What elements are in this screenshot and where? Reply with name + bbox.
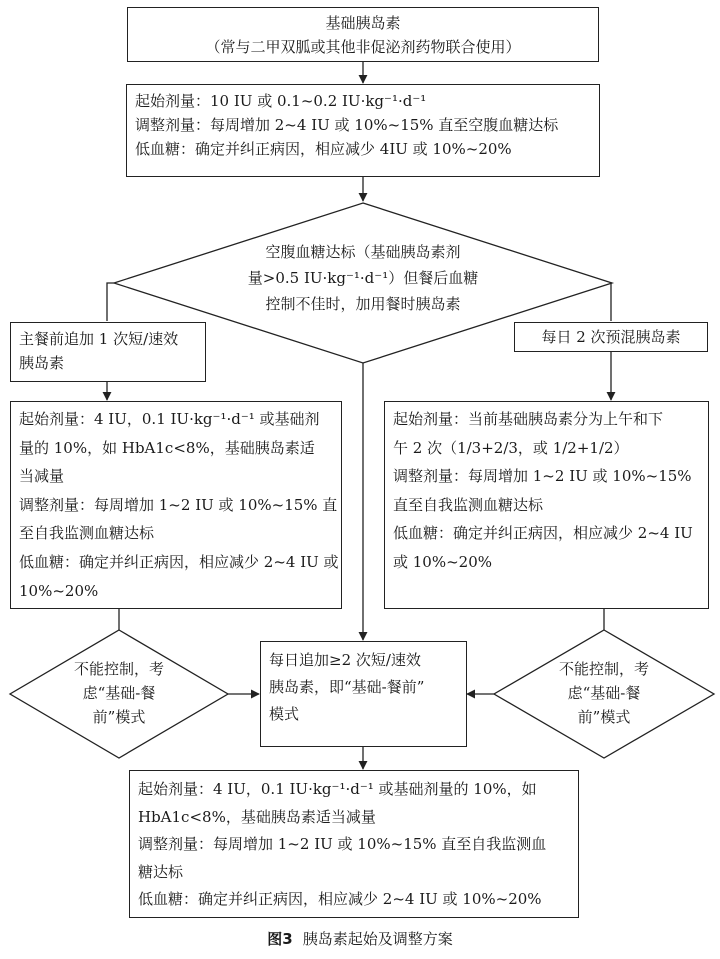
final-dosing-box bbox=[129, 770, 579, 918]
decision-fbg-line: 量>0.5 IU·kg⁻¹·d⁻¹）但餐后血糖 bbox=[247, 269, 479, 287]
decision-fbg-line: 空腹血糖达标（基础胰岛素剂 bbox=[265, 243, 461, 261]
figure-label: 图3 bbox=[267, 930, 293, 948]
figure-caption bbox=[0, 928, 720, 949]
right-option-box bbox=[514, 322, 708, 352]
basal-bolus-box bbox=[260, 641, 467, 747]
basal-insulin-box bbox=[127, 7, 599, 62]
basal-insulin-title: 基础胰岛素 bbox=[325, 14, 401, 32]
left-uncontrolled-line: 前”模式 bbox=[92, 708, 146, 726]
basal-dosing-line: 调整剂量：每周增加 2~4 IU 或 10%~15% 直至空腹血糖达标 bbox=[135, 116, 559, 134]
basal-bolus-line: 胰岛素，即“基础-餐前” bbox=[269, 678, 425, 696]
right-uncontrolled-line: 前”模式 bbox=[577, 708, 631, 726]
basal-bolus-line: 模式 bbox=[269, 705, 300, 723]
right-dosing-line: 或 10%~20% bbox=[393, 552, 493, 571]
figure-title: 胰岛素起始及调整方案 bbox=[302, 930, 453, 948]
left-dosing-line: 低血糖：确定并纠正病因，相应减少 2~4 IU 或 bbox=[19, 552, 339, 571]
right-uncontrolled-text bbox=[530, 657, 678, 729]
left-option-line: 胰岛素 bbox=[19, 354, 65, 372]
final-dosing-line: HbA1c<8%，基础胰岛素适当减量 bbox=[138, 807, 376, 826]
right-dosing-line: 起始剂量：当前基础胰岛素分为上午和下 bbox=[393, 410, 664, 428]
right-dosing-box bbox=[384, 401, 709, 609]
basal-dosing-box bbox=[126, 84, 600, 177]
final-dosing-line: 低血糖：确定并纠正病因，相应减少 2~4 IU 或 10%~20% bbox=[138, 890, 542, 908]
left-dosing-line: 起始剂量：4 IU，0.1 IU·kg⁻¹·d⁻¹ 或基础剂 bbox=[19, 410, 320, 428]
left-uncontrolled-text bbox=[45, 657, 193, 729]
left-dosing-line: 当减量 bbox=[19, 467, 65, 486]
left-uncontrolled-line: 不能控制，考 bbox=[73, 660, 164, 678]
final-dosing-line: 调整剂量：每周增加 1~2 IU 或 10%~15% 直至自我监测血 bbox=[138, 835, 547, 853]
right-dosing-line: 午 2 次（1/3+2/3，或 1/2+1/2） bbox=[393, 438, 629, 457]
final-dosing-line: 糖达标 bbox=[138, 862, 184, 881]
left-option-line: 主餐前追加 1 次短/速效 bbox=[19, 330, 179, 348]
decision-fbg-text bbox=[203, 239, 523, 317]
decision-fbg-line: 控制不佳时，加用餐时胰岛素 bbox=[265, 295, 461, 313]
left-uncontrolled-line: 虑“基础-餐 bbox=[82, 684, 156, 702]
basal-dosing-line: 起始剂量：10 IU 或 0.1~0.2 IU·kg⁻¹·d⁻¹ bbox=[135, 92, 427, 110]
left-dosing-line: 至自我监测血糖达标 bbox=[19, 524, 155, 543]
final-dosing-line: 起始剂量：4 IU，0.1 IU·kg⁻¹·d⁻¹ 或基础剂量的 10%，如 bbox=[138, 780, 537, 798]
right-dosing-line: 低血糖：确定并纠正病因，相应减少 2~4 IU bbox=[393, 524, 693, 543]
basal-insulin-subtitle: （常与二甲双胍或其他非促泌剂药物联合使用） bbox=[205, 38, 521, 56]
left-dosing-box bbox=[10, 401, 342, 609]
basal-dosing-line: 低血糖：确定并纠正病因，相应减少 4IU 或 10%~20% bbox=[135, 140, 512, 158]
right-dosing-line: 直至自我监测血糖达标 bbox=[393, 495, 544, 514]
right-dosing-line: 调整剂量：每周增加 1~2 IU 或 10%~15% bbox=[393, 467, 692, 486]
right-uncontrolled-line: 虑“基础-餐 bbox=[567, 684, 641, 702]
left-option-box bbox=[10, 322, 206, 382]
left-dosing-line: 调整剂量：每周增加 1~2 IU 或 10%~15% 直 bbox=[19, 495, 338, 514]
basal-bolus-line: 每日追加≥2 次短/速效 bbox=[269, 651, 421, 669]
branch-line-right bbox=[611, 283, 612, 321]
left-dosing-line: 量的 10%，如 HbA1c<8%，基础胰岛素适 bbox=[19, 438, 315, 457]
branch-line-left bbox=[107, 283, 114, 321]
right-option-line: 每日 2 次预混胰岛素 bbox=[541, 328, 681, 346]
right-uncontrolled-line: 不能控制，考 bbox=[558, 660, 649, 678]
left-dosing-line: 10%~20% bbox=[19, 581, 99, 600]
